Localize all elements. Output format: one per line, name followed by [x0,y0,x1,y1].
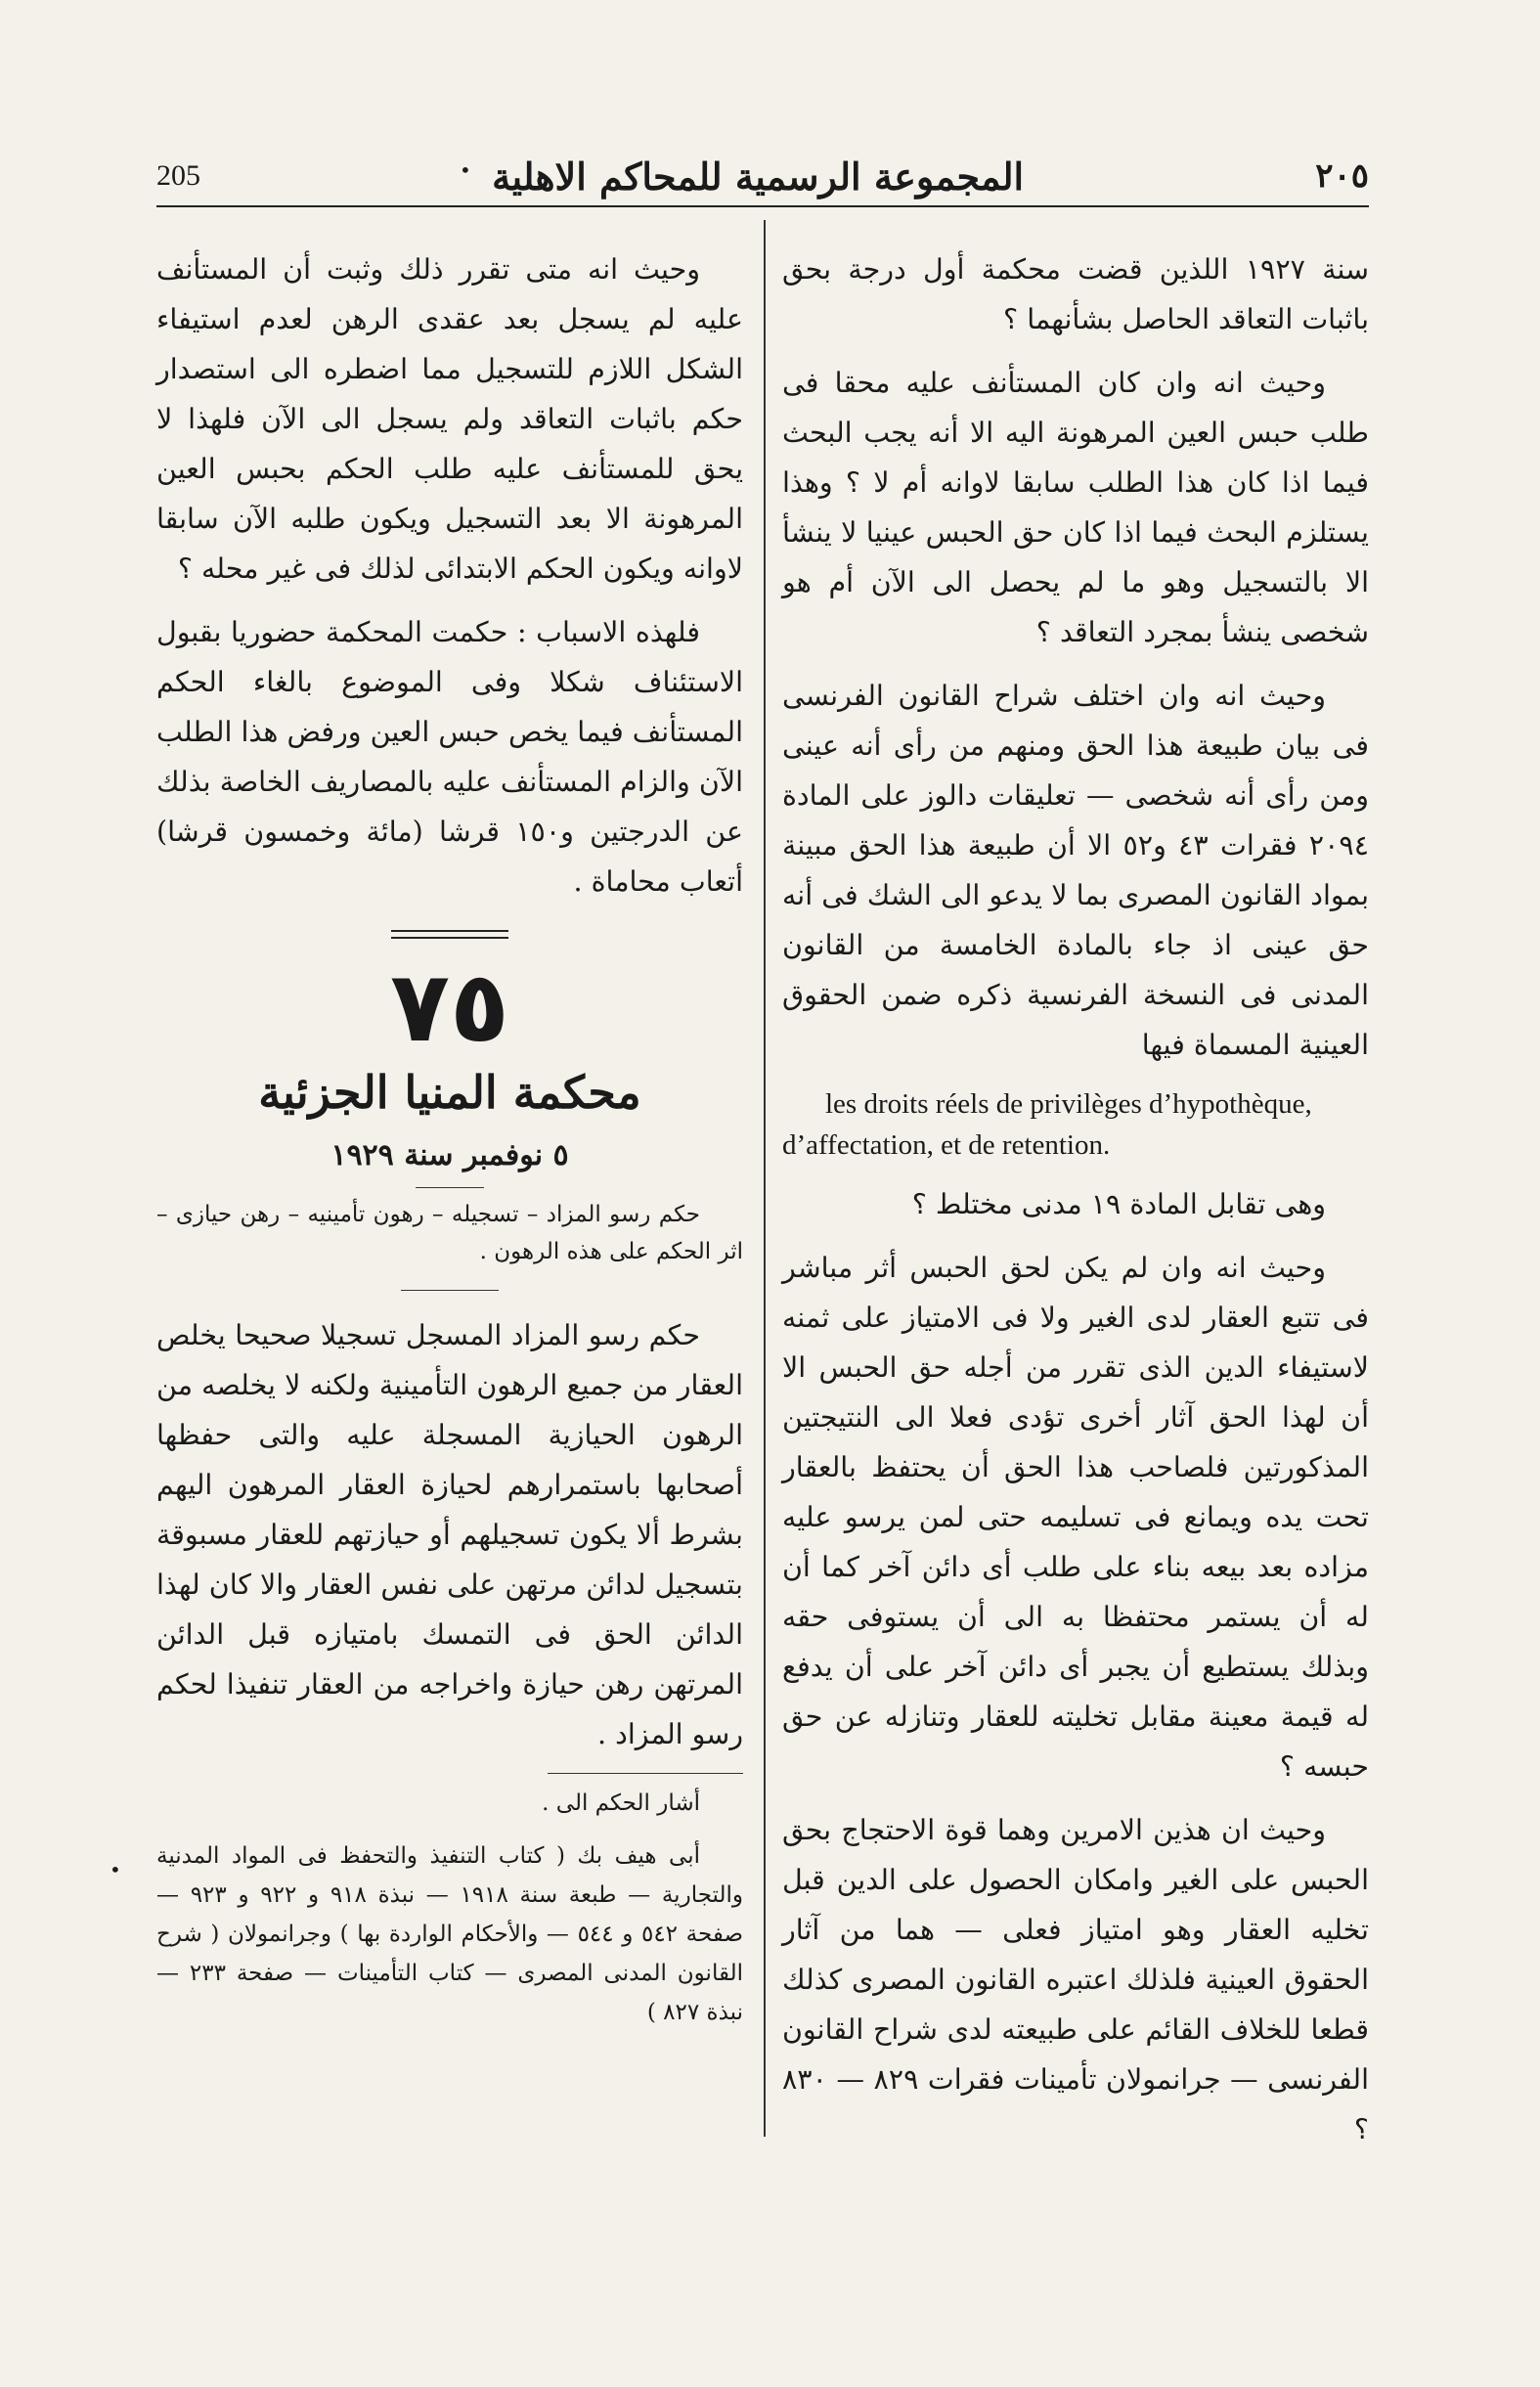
section-separator [391,930,508,939]
column-divider [764,220,766,2137]
running-title: المجموعة الرسمية للمحاكم الاهلية [492,154,1025,199]
footnote-label: أشار الحكم الى . [542,1790,700,1816]
paragraph: وهى تقابل المادة ١٩ مدنى مختلط ؟ [911,1188,1326,1220]
page-header [156,147,1369,207]
stray-mark: • [110,1858,121,1881]
paragraph: وحيث ان هذين الامرين وهما قوة الاحتجاج بحق الحبس على الغير وامكان الحصول على الدين قبل تخليه العقار وهو امتياز فعلى — هما من آثار الحقوق العينية فلذلك اعتبره القانون المصرى كذلك قطعا للخلاف القائم على طبيعته لدى شراح القانون الفرنسى — جرانمولان تأمينات فقرات ٨٢٩ — ٨٣٠ ؟ [782,1814,1369,2145]
paragraph: وحيث انه متى تقرر ذلك وثبت أن المستأنف عليه لم يسجل بعد عقدى الرهن لعدم استيفاء الشكل اللازم للتسجيل مما اضطره الى استصدار حكم باثبات التعاقد ولم يسجل الى الآن فلهذا لا يحق للمستأنف عليه طلب الحكم بحبس العين المرهونة الا بعد التسجيل ويكون طلبه الآن سابقا لاوانه ويكون الحكم الابتدائى لذلك فى غير محله ؟ [156,253,743,585]
case-date: ٥ نوفمبر سنة ١٩٢٩ [330,1138,569,1172]
paragraph: سنة ١٩٢٧ اللذين قضت محكمة أول درجة بحق باثبات التعاقد الحاصل بشأنهما ؟ [782,253,1369,335]
paragraph: وحيث انه وان كان المستأنف عليه محقا فى طلب حبس العين المرهونة اليه الا أنه يجب البحث فيما اذا كان هذا الطلب سابقا لاوانه أم لا ؟ وهذا يستلزم البحث فيما اذا كان حق الحبس عينيا لا ينشأ الا بالتسجيل وهو ما لم يحصل الى الآن أم هو شخصى ينشأ بمجرد التعاقد ؟ [782,367,1369,648]
principle-paragraph: حكم رسو المزاد المسجل تسجيلا صحيحا يخلص العقار من جميع الرهون التأمينية ولكنه لا يخلصه من الرهون الحيازية المسجلة عليه والتى حفظها أصحابها باستمرارهم لحيازة العقار المرهون اليهم بشرط ألا يكون تسجيلهم أو حيازتهم للعقار مسبوقة بتسجيل لدائن مرتهن على نفس العقار والا كان لهذا الدائن الحق فى التمسك بامتيازه قبل الدائن المرتهن رهن حيازة واخراجه من العقار تنفيذا لحكم رسو المزاد . [156,1319,743,1750]
page-number-arabic: ٢٠٥ [1315,156,1369,196]
rule [401,1290,499,1291]
stray-mark: • [460,158,471,182]
case-number: ٧٥ [389,950,510,1064]
page-number-latin: 205 [156,159,200,192]
court-name: محكمة المنيا الجزئية [258,1066,641,1119]
left-column [156,244,743,2046]
footnote: أبى هيف بك ( كتاب التنفيذ والتحفظ فى المواد المدنية والتجارية — طبعة سنة ١٩١٨ — نبذة ٩١٨ و ٩٢٢ و ٩٢٣ — صفحة ٥٤٢ و ٥٤٤ — والأحكام الواردة بها ) وجرانمولان ( شرح القانون المدنى المصرى — كتاب التأمينات — صفحة ٢٣٣ — نبذة ٨٢٧ ) [156,1843,743,2025]
rule [416,1187,484,1188]
footnote-rule [548,1773,743,1774]
keywords: حكم رسو المزاد – تسجيله – رهون تأمينيه – رهن حيازى – اثر الحكم على هذه الرهون . [156,1202,743,1264]
paragraph: وحيث انه وان لم يكن لحق الحبس أثر مباشر فى تتبع العقار لدى الغير ولا فى الامتياز على ثمنه لاستيفاء الدين الذى تقرر من أجله حق الحبس الا أن لهذا الحق آثار أخرى تؤدى فعلا الى النتيجتين المذكورتين فلصاحب هذا الحق أن يحتفظ بالعقار تحت يده ويمانع فى تسليمه حتى لمن يرسو عليه مزاده بعد بيعه بناء على طلب أى دائن آخر كما أن له أن يستمر محتفظا به الى أن يستوفى حقه وبذلك يستطيع أن يجبر أى دائن آخر على أن يدفع له قيمة معينة مقابل تخليته للعقار وتنازله عن حق حبسه ؟ [782,1252,1369,1783]
right-column [782,244,1369,2168]
ruling-paragraph: فلهذه الاسباب : حكمت المحكمة حضوريا بقبول الاستئناف شكلا وفى الموضوع بالغاء الحكم المستأنف فيما يخص حبس العين ورفض هذا الطلب الآن والزام المستأنف عليه بالمصاريف الخاصة بذلك عن الدرجتين و١٥٠ قرشا (مائة وخمسون قرشا) أتعاب محاماة . [156,616,743,898]
french-quote: les droits réels de privilèges d’hypothèque, d’affectation, et de retention. [782,1088,1312,1161]
paragraph: وحيث انه وان اختلف شراح القانون الفرنسى فى بيان طبيعة هذا الحق ومنهم من رأى أنه عينى ومن رأى أنه شخصى — تعليقات دالوز على المادة ٢٠٩٤ فقرات ٤٣ و٥٢ الا أن طبيعة هذا الحق مبينة بمواد القانون المصرى بما لا يدعو الى الشك فى أنه حق عينى اذ جاء بالمادة الخامسة من القانون المدنى فى النسخة الفرنسية ذكره ضمن الحقوق العينية المسماة فيها [782,680,1369,1061]
